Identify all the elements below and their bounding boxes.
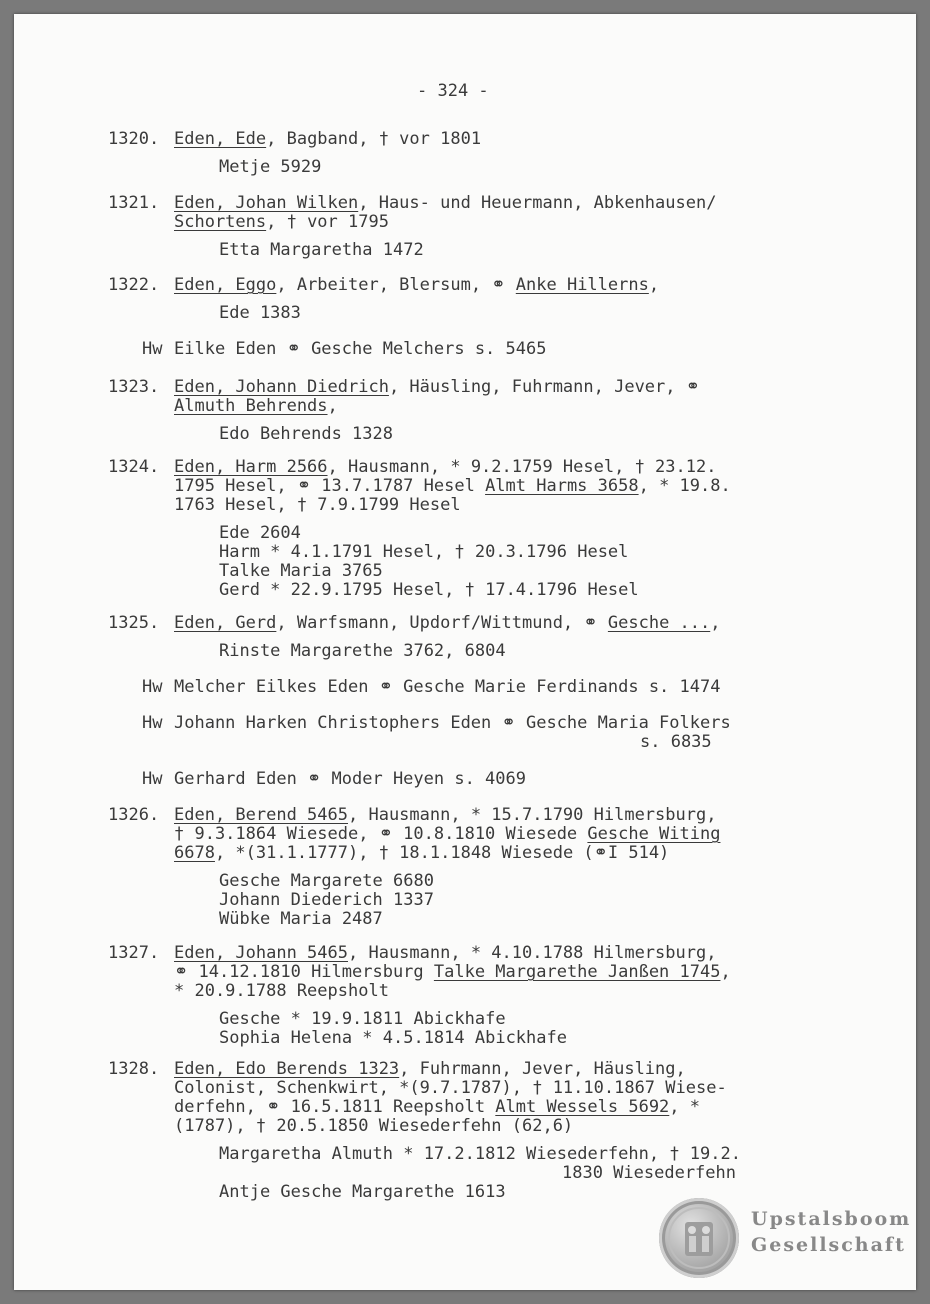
child-entry: Gerd * 22.9.1795 Hesel, † 17.4.1796 Hesel <box>219 580 639 600</box>
hw-marker: Hw <box>142 713 163 733</box>
entry-number: 1322. <box>108 275 160 295</box>
person-name: Almt Wessels 5692 <box>495 1097 670 1117</box>
child-entry: Margaretha Almuth * 17.2.1812 Wiesederfehn, † 19.2. <box>219 1144 741 1164</box>
society-name-line1: Upstalsboom <box>751 1208 912 1230</box>
person-name: Eden, Johann Diedrich <box>174 377 389 397</box>
hw-marker: Hw <box>142 769 163 789</box>
entry-number: 1325. <box>108 613 160 633</box>
entry-line <box>174 1079 727 1098</box>
child-entry: Harm * 4.1.1791 Hesel, † 20.3.1796 Hesel <box>219 542 629 562</box>
entry-line <box>174 378 700 397</box>
entry-detail: , <box>327 396 338 416</box>
child-entry: Metje 5929 <box>219 157 322 177</box>
entry-detail: , Hausmann, * 9.2.1759 Hesel, † 23.12. <box>327 457 717 477</box>
entry-line <box>174 194 716 213</box>
person-name: Talke Margarethe Janßen 1745 <box>433 962 721 982</box>
entry-detail: , <box>648 275 660 295</box>
entry-line <box>174 1060 686 1079</box>
entry-number: 1327. <box>108 943 160 963</box>
entry-detail: , <box>720 962 731 982</box>
entry-detail: Colonist, Schenkwirt, *(9.7.1787), † 11.10.1867 Wiese- <box>174 1078 727 1098</box>
entry-line <box>174 982 389 1001</box>
entry-detail: derfehn, ⚭ 16.5.1811 Reepsholt <box>174 1097 496 1117</box>
entry-detail: , * <box>669 1097 701 1117</box>
person-name: Gesche ... <box>607 613 711 633</box>
entry-number: 1326. <box>108 805 160 825</box>
entry-detail: † 9.3.1864 Wiesede, ⚭ 10.8.1810 Wiesede <box>174 824 588 844</box>
entry-detail: 1795 Hesel, ⚭ 13.7.1787 Hesel <box>174 476 486 496</box>
society-name-line2: Gesellschaft <box>751 1234 906 1256</box>
child-entry: Gesche * 19.9.1811 Abickhafe <box>219 1009 506 1029</box>
person-name: Eden, Harm 2566 <box>174 457 328 477</box>
entry-number: 1323. <box>108 377 160 397</box>
entry-line <box>174 825 720 844</box>
person-name: Eden, Gerd <box>174 613 277 633</box>
entry-line <box>174 477 731 496</box>
person-name: Eden, Eggo <box>174 275 277 295</box>
entry-line <box>174 276 659 295</box>
hw-entry: Eilke Eden ⚭ Gesche Melchers s. 5465 <box>174 339 547 359</box>
child-entry: Gesche Margarete 6680 <box>219 871 434 891</box>
person-name: Schortens <box>174 212 267 232</box>
entry-detail: , Häusling, Fuhrmann, Jever, ⚭ <box>388 377 700 397</box>
entry-detail: ⚭ 14.12.1810 Hilmersburg <box>174 962 434 982</box>
entry-line <box>174 614 721 633</box>
entry-detail: 1763 Hesel, † 7.9.1799 Hesel <box>174 495 461 515</box>
entry-number: 1328. <box>108 1059 160 1079</box>
entry-detail: , *(31.1.1777), † 18.1.1848 Wiesede (⚭I 514) <box>214 843 670 863</box>
entry-detail: (1787), † 20.5.1850 Wiesederfehn (62,6) <box>174 1116 574 1136</box>
hw-entry: Melcher Eilkes Eden ⚭ Gesche Marie Ferdinands s. 1474 <box>174 677 721 697</box>
person-name: Gesche Witing <box>587 824 721 844</box>
entry-line <box>174 496 461 515</box>
child-entry: Sophia Helena * 4.5.1814 Abickhafe <box>219 1028 567 1048</box>
entry-number: 1321. <box>108 193 160 213</box>
entry-detail: , Hausmann, * 15.7.1790 Hilmersburg, <box>348 805 717 825</box>
person-name: Eden, Johan Wilken <box>174 193 359 213</box>
hw-entry-ref: s. 6835 <box>640 732 712 752</box>
child-entry: Wübke Maria 2487 <box>219 909 383 929</box>
entry-line <box>174 844 669 863</box>
entry-detail: , Arbeiter, Blersum, ⚭ <box>276 275 516 295</box>
entry-line <box>174 806 716 825</box>
entry-detail: , Bagband, † vor 1801 <box>266 129 482 149</box>
entry-detail: , Haus- und Heuermann, Abkenhausen/ <box>358 193 717 213</box>
entry-line <box>174 944 716 963</box>
person-name: Eden, Johann 5465 <box>174 943 348 963</box>
entry-line <box>174 963 731 982</box>
person-name: Almt Harms 3658 <box>485 476 639 496</box>
society-logo <box>659 1198 912 1278</box>
child-entry: Etta Margaretha 1472 <box>219 240 424 260</box>
person-name: Almuth Behrends <box>174 396 328 416</box>
entry-detail: , Fuhrmann, Jever, Häusling, <box>399 1059 686 1079</box>
entry-number: 1320. <box>108 129 160 149</box>
person-name: 6678 <box>174 843 215 863</box>
hw-entry: Gerhard Eden ⚭ Moder Heyen s. 4069 <box>174 769 526 789</box>
child-entry: Antje Gesche Margarethe 1613 <box>219 1182 506 1202</box>
page-number: - 324 - <box>417 81 489 101</box>
person-name: Eden, Berend 5465 <box>174 805 348 825</box>
genealogy-text <box>14 14 916 1290</box>
entry-line <box>174 130 481 149</box>
entry-line <box>174 458 716 477</box>
person-name: Eden, Ede <box>174 129 267 149</box>
entry-detail: * 20.9.1788 Reepsholt <box>174 981 389 1001</box>
entry-line <box>174 213 389 232</box>
child-entry: Ede 2604 <box>219 523 301 543</box>
entry-detail: , Warfsmann, Updorf/Wittmund, ⚭ <box>276 613 608 633</box>
person-name: Eden, Edo Berends 1323 <box>174 1059 400 1079</box>
child-entry: Talke Maria 3765 <box>219 561 383 581</box>
seal-icon <box>659 1198 739 1278</box>
entry-line <box>174 397 338 416</box>
hw-marker: Hw <box>142 677 163 697</box>
hw-marker: Hw <box>142 339 163 359</box>
entry-detail: , Hausmann, * 4.10.1788 Hilmersburg, <box>348 943 717 963</box>
hw-entry: Johann Harken Christophers Eden ⚭ Gesche Maria Folkers <box>174 713 731 733</box>
document-page <box>14 14 916 1290</box>
person-name: Anke Hillerns <box>515 275 649 295</box>
entry-number: 1324. <box>108 457 160 477</box>
child-entry: Rinste Margarethe 3762, 6804 <box>219 641 506 661</box>
entry-line <box>174 1098 700 1117</box>
child-entry: 1830 Wiesederfehn <box>562 1163 736 1183</box>
child-entry: Ede 1383 <box>219 303 301 323</box>
entry-detail: , <box>710 613 721 633</box>
entry-detail: , * 19.8. <box>638 476 731 496</box>
child-entry: Johann Diederich 1337 <box>219 890 434 910</box>
child-entry: Edo Behrends 1328 <box>219 424 393 444</box>
entry-line <box>174 1117 573 1136</box>
entry-detail: , † vor 1795 <box>266 212 389 232</box>
